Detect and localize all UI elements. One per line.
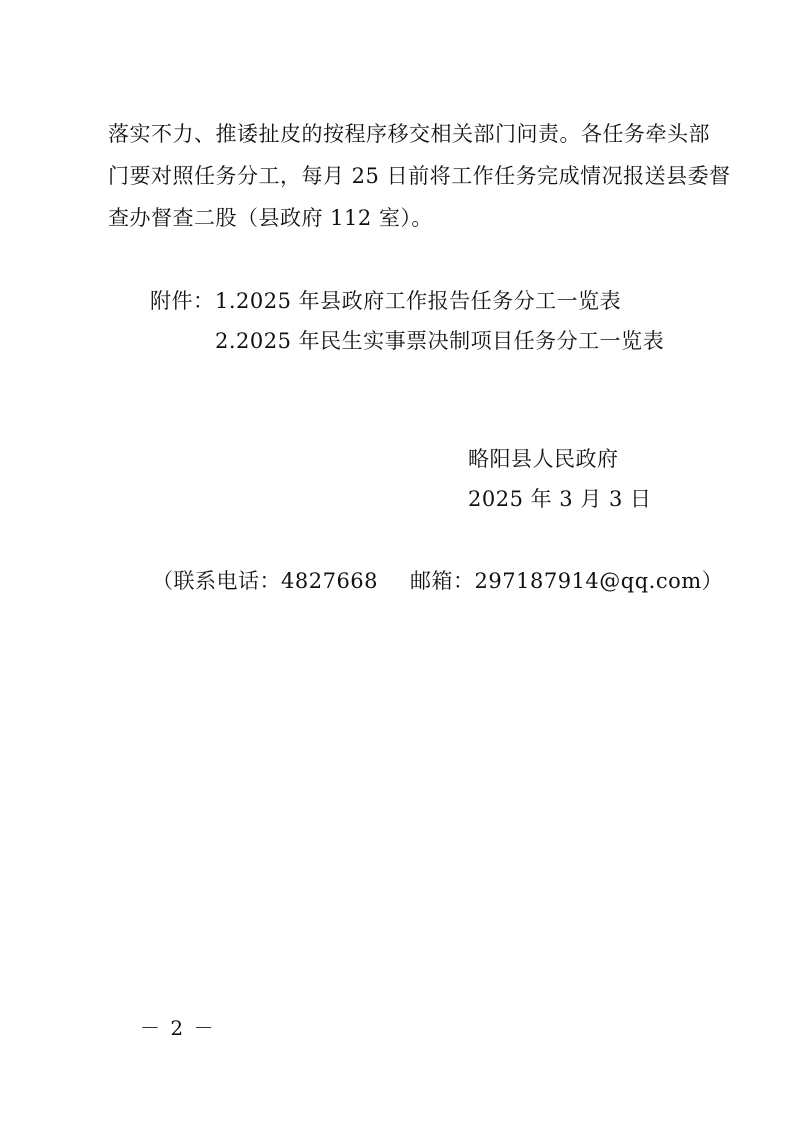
signature-date: 2025 年 3 月 3 日 xyxy=(468,487,652,511)
body-text-line-1: 落实不力、推诿扯皮的按程序移交相关部门问责。各任务牵头部 xyxy=(108,122,710,146)
attachment-item-1: 1.2025 年县政府工作报告任务分工一览表 xyxy=(215,289,622,313)
attachment-item-2: 2.2025 年民生实事票决制项目任务分工一览表 xyxy=(215,329,665,353)
signature-organization: 略阳县人民政府 xyxy=(468,447,619,471)
body-text-line-2: 门要对照任务分工，每月 25 日前将工作任务完成情况报送县委督 xyxy=(108,164,731,188)
contact-phone: （联系电话：4827668 xyxy=(152,569,379,593)
contact-info xyxy=(152,567,723,595)
contact-email: 邮箱：297187914@qq.com） xyxy=(410,569,724,593)
body-text-line-3: 查办督查二股（县政府 112 室）。 xyxy=(108,206,433,230)
page-number: － 2 － xyxy=(140,1016,216,1040)
attachments-label: 附件： xyxy=(150,289,215,313)
